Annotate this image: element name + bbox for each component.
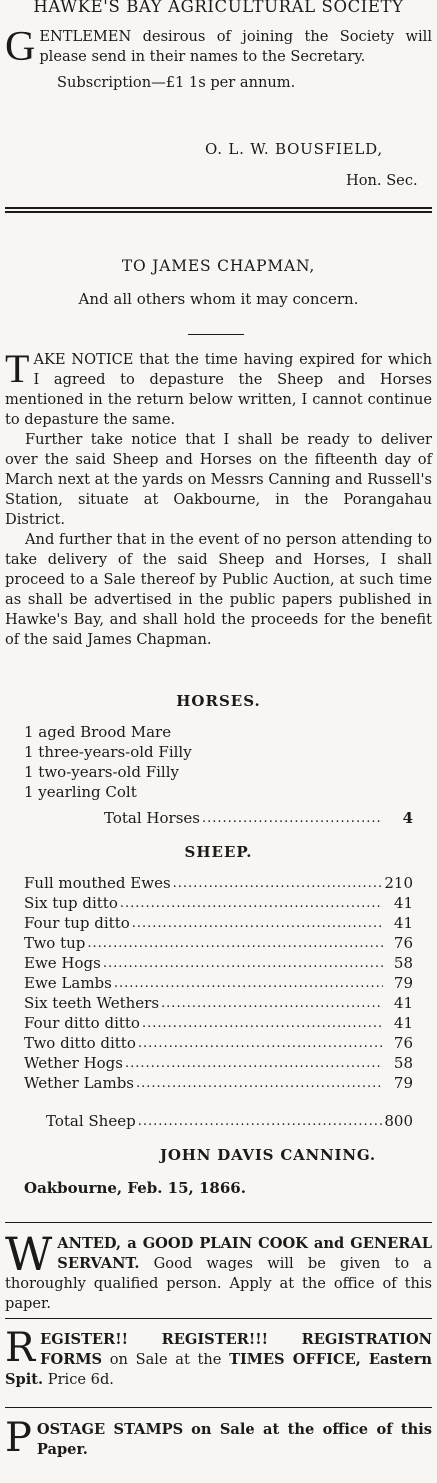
sheep-row: Wether Lambs ..... 79 bbox=[24, 1073, 413, 1094]
sheep-row: Four ditto ditto ..... 41 bbox=[24, 1013, 413, 1034]
cook-ad-text: WANTED, a GOOD PLAIN COOK and GENERAL SERVANT. Good wages will be given to a thoroughly qualified person. Apply at the office of this paper. bbox=[5, 1227, 432, 1312]
sheep-row: Ewe Hogs ..... 58 bbox=[24, 953, 413, 974]
sheep-row: Six teeth Wethers ..... 41 bbox=[24, 993, 413, 1014]
short-divider bbox=[188, 334, 244, 335]
canning-signer: JOHN DAVIS CANNING. bbox=[160, 1146, 376, 1164]
chapman-para-1: TAKE NOTICE that the time having expired for which I agreed to depasture the Sheep and Horses mentioned in the return below written, I cannot continue to depasture the same. bbox=[5, 346, 432, 428]
society-notice bbox=[5, 0, 432, 93]
horse-item: 1 three-years-old Filly bbox=[24, 743, 192, 761]
horse-item: 1 two-years-old Filly bbox=[24, 763, 179, 781]
stamps-dropcap: P bbox=[5, 1415, 32, 1461]
chapman-body bbox=[5, 346, 432, 650]
horse-item: 1 aged Brood Mare bbox=[24, 723, 172, 741]
horses-total-value: 4 bbox=[402, 809, 413, 827]
section-divider bbox=[5, 1318, 432, 1319]
register-advertisement bbox=[5, 1325, 433, 1390]
society-body: GENTLEMEN desirous of joining the Society will please send in their names to the Secretary. bbox=[5, 24, 432, 70]
horses-total-row bbox=[104, 808, 413, 829]
sheep-row: Wether Hogs ..... 58 bbox=[24, 1053, 413, 1074]
canning-dateline: Oakbourne, Feb. 15, 1866. bbox=[24, 1179, 246, 1197]
leader-dots bbox=[202, 808, 383, 829]
cook-advertisement bbox=[5, 1227, 432, 1314]
section-divider bbox=[5, 1407, 432, 1408]
register-dropcap: R bbox=[5, 1325, 36, 1371]
sheep-row: Two tup ..... 76 bbox=[24, 933, 413, 954]
society-subscription: Subscription—£1 1s per annum. bbox=[57, 74, 296, 91]
sheep-row: Four tup ditto ..... 41 bbox=[24, 913, 413, 934]
sheep-total-row bbox=[46, 1111, 413, 1132]
society-signer: O. L. W. BOUSFIELD, bbox=[205, 140, 384, 158]
cook-dropcap: W bbox=[5, 1227, 53, 1281]
horses-title: HORSES. bbox=[176, 692, 261, 710]
chapman-para-3: And further that in the event of no person attending to take delivery of the said Sheep and Horses, I shall proceed to a Sale thereof by Public Auction, at such time as shall be advertised in the public papers published in Hawke's Bay, and shall hold the proceeds for the benefit of the said James Chapman. bbox=[5, 531, 432, 648]
sheep-total-label: Total Sheep bbox=[46, 1112, 136, 1130]
horses-total-label: Total Horses bbox=[104, 809, 200, 827]
society-dropcap: G bbox=[5, 24, 36, 70]
leader-dots bbox=[138, 1111, 383, 1132]
chapman-dropcap: T bbox=[5, 346, 30, 391]
sheep-title: SHEEP. bbox=[184, 843, 253, 861]
sheep-row: Full mouthed Ewes ..... 210 bbox=[24, 873, 413, 894]
chapman-heading: TO JAMES CHAPMAN, bbox=[121, 257, 316, 275]
chapman-subheading: And all others whom it may concern. bbox=[78, 290, 359, 308]
sheep-row: Two ditto ditto ..... 76 bbox=[24, 1033, 413, 1054]
sheep-row: Ewe Lambs ..... 79 bbox=[24, 973, 413, 994]
society-title: HAWKE'S BAY AGRICULTURAL SOCIETY bbox=[33, 0, 404, 16]
sheep-row: Six tup ditto ..... 41 bbox=[24, 893, 413, 914]
stamps-advertisement bbox=[5, 1415, 432, 1461]
register-ad-text: REGISTER!! REGISTER!!! REGISTRATION FORMS on Sale at the TIMES OFFICE, Eastern Spit. Price 6d. bbox=[5, 1325, 433, 1388]
section-divider bbox=[5, 207, 432, 213]
society-signer-title: Hon. Sec. bbox=[346, 172, 418, 189]
chapman-para-2: Further take notice that I shall be ready to deliver over the said Sheep and Horses on the fifteenth day of March next at the yards on Messrs Canning and Russell's Station, situate at Oakbourne, in the Porangahau District. bbox=[5, 431, 432, 528]
stamps-ad-text: POSTAGE STAMPS on Sale at the office of this Paper. bbox=[5, 1415, 432, 1461]
horse-item: 1 yearling Colt bbox=[24, 783, 137, 801]
section-divider bbox=[5, 1222, 432, 1223]
sheep-total-value: 800 bbox=[384, 1112, 413, 1130]
